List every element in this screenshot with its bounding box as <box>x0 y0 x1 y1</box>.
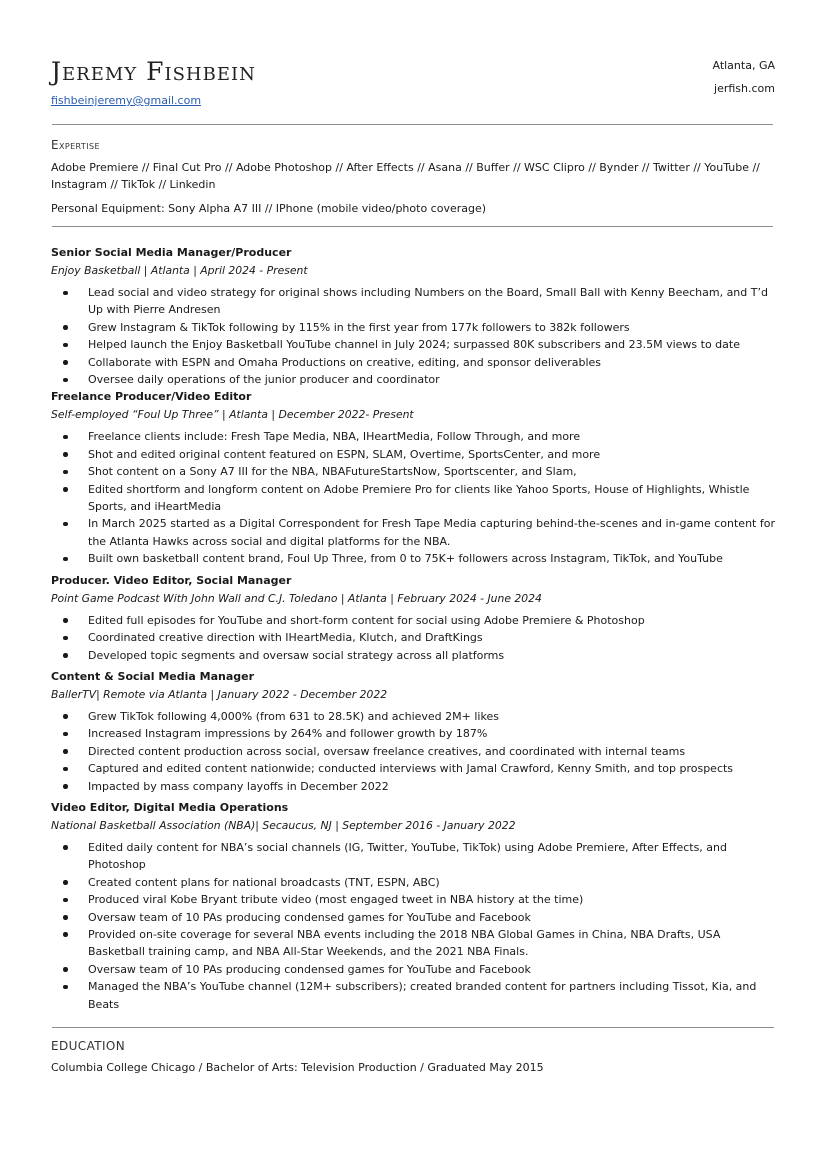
candidate-name: Jeremy Fishbein <box>51 57 256 86</box>
bullet-item: Grew TikTok following 4,000% (from 631 to 28.5K) and achieved 2M+ likes <box>51 708 777 725</box>
bullet-dot-icon <box>63 557 68 562</box>
bullet-dot-icon <box>63 653 68 658</box>
education-divider <box>52 1027 774 1028</box>
bullet-dot-icon <box>63 343 68 348</box>
bullet-dot-icon <box>63 732 68 737</box>
bullet-item: Helped launch the Enjoy Basketball YouTube channel in July 2024; surpassed 80K subscribers and 23.5M views to date <box>51 336 777 353</box>
bullet-item: In March 2025 started as a Digital Correspondent for Fresh Tape Media capturing behind-the-scenes and in-game content for the Atlanta Hawks across social and digital platforms for the NBA. <box>51 515 777 550</box>
bullet-dot-icon <box>63 714 68 719</box>
job-entry <box>51 244 777 388</box>
job-title: Senior Social Media Manager/Producer <box>51 246 292 259</box>
bullet-item: Lead social and video strategy for original shows including Numbers on the Board, Small Ball with Kenny Beecham, and T’d Up with Pierre Andresen <box>51 284 777 319</box>
bullet-dot-icon <box>63 967 68 972</box>
bullet-item: Grew Instagram & TikTok following by 115% in the first year from 177k followers to 382k followers <box>51 319 777 336</box>
job-meta: Point Game Podcast With John Wall and C.J. Toledano | Atlanta | February 2024 - June 2024 <box>51 591 542 605</box>
job-entry <box>51 572 777 664</box>
job-meta: BallerTV| Remote via Atlanta | January 2022 - December 2022 <box>51 687 388 701</box>
job-title: Video Editor, Digital Media Operations <box>51 800 289 814</box>
bullet-dot-icon <box>63 470 68 475</box>
header-divider <box>52 124 773 125</box>
job-entry <box>51 668 777 795</box>
bullet-dot-icon <box>63 932 68 937</box>
bullet-item: Coordinated creative direction with IHeartMedia, Klutch, and DraftKings <box>51 629 777 646</box>
bullet-dot-icon <box>63 985 68 990</box>
job-title: Freelance Producer/Video Editor <box>51 390 252 404</box>
bullet-item: Shot content on a Sony A7 III for the NBA, NBAFutureStartsNow, Sportscenter, and Slam, <box>51 463 777 480</box>
experience-section <box>51 244 777 1017</box>
expertise-divider <box>52 226 773 227</box>
bullet-dot-icon <box>63 435 68 440</box>
bullet-dot-icon <box>63 767 68 772</box>
bullet-item: Managed the NBA’s YouTube channel (12M+ subscribers); created branded content for partners including Tissot, Kia, and Beats <box>51 978 777 1013</box>
bullet-dot-icon <box>63 880 68 885</box>
bullet-dot-icon <box>63 749 68 754</box>
bullet-item: Built own basketball content brand, Foul Up Three, from 0 to 75K+ followers across Instagram, TikTok, and YouTube <box>51 550 777 567</box>
location: Atlanta, GA <box>712 59 775 72</box>
job-bullets <box>51 612 777 664</box>
bullet-dot-icon <box>63 360 68 365</box>
job-bullets <box>51 284 777 388</box>
bullet-item: Edited daily content for NBA’s social channels (IG, Twitter, YouTube, TikTok) using Adobe Premiere, After Effects, and Photoshop <box>51 839 777 874</box>
job-meta: Enjoy Basketball | Atlanta | April 2024 - Present <box>51 264 308 277</box>
bullet-dot-icon <box>63 845 68 850</box>
education-heading: EDUCATION <box>51 1039 126 1053</box>
bullet-item: Produced viral Kobe Bryant tribute video (most engaged tweet in NBA history at the time) <box>51 891 777 908</box>
bullet-dot-icon <box>63 291 68 296</box>
bullet-dot-icon <box>63 522 68 527</box>
job-bullets <box>51 708 777 795</box>
job-meta: Self-employed “Foul Up Three” | Atlanta | December 2022- Present <box>51 408 414 422</box>
bullet-item: Edited full episodes for YouTube and short-form content for social using Adobe Premiere & Photoshop <box>51 612 777 629</box>
expertise-tools: Adobe Premiere // Final Cut Pro // Adobe Photoshop // After Effects // Asana // Buffer // WSC Clipro // Bynder // Twitter // YouTube // Instagram // TikTok // Linkedin <box>51 161 760 191</box>
bullet-item: Oversee daily operations of the junior producer and coordinator <box>51 371 777 388</box>
bullet-dot-icon <box>63 898 68 903</box>
bullet-dot-icon <box>63 452 68 457</box>
bullet-dot-icon <box>63 915 68 920</box>
job-title: Content & Social Media Manager <box>51 669 255 683</box>
bullet-item: Impacted by mass company layoffs in December 2022 <box>51 778 777 795</box>
bullet-item: Oversaw team of 10 PAs producing condensed games for YouTube and Facebook <box>51 961 777 978</box>
expertise-heading: Expertise <box>51 138 100 152</box>
job-bullets <box>51 428 777 567</box>
bullet-dot-icon <box>63 784 68 789</box>
bullet-dot-icon <box>63 378 68 383</box>
bullet-item: Directed content production across social, oversaw freelance creatives, and coordinated with internal teams <box>51 743 777 760</box>
bullet-item: Freelance clients include: Fresh Tape Media, NBA, IHeartMedia, Follow Through, and more <box>51 428 777 445</box>
bullet-dot-icon <box>63 636 68 641</box>
job-title: Producer. Video Editor, Social Manager <box>51 573 292 587</box>
bullet-item: Increased Instagram impressions by 264% and follower growth by 187% <box>51 725 777 742</box>
bullet-item: Shot and edited original content featured on ESPN, SLAM, Overtime, SportsCenter, and more <box>51 446 777 463</box>
bullet-dot-icon <box>63 325 68 330</box>
bullet-dot-icon <box>63 618 68 623</box>
bullet-item: Captured and edited content nationwide; conducted interviews with Jamal Crawford, Kenny Smith, and top prospects <box>51 760 777 777</box>
bullet-item: Created content plans for national broadcasts (TNT, ESPN, ABC) <box>51 874 777 891</box>
bullet-item: Collaborate with ESPN and Omaha Productions on creative, editing, and sponsor deliverables <box>51 354 777 371</box>
website: jerfish.com <box>714 82 775 95</box>
bullet-item: Provided on-site coverage for several NBA events including the 2018 NBA Global Games in China, NBA Drafts, USA Basketball training camp, and NBA All-Star Weekends, and the 2021 NBA Finals. <box>51 926 777 961</box>
email-link[interactable]: fishbeinjeremy@gmail.com <box>51 94 202 107</box>
job-bullets <box>51 839 777 1013</box>
education-detail: Columbia College Chicago / Bachelor of Arts: Television Production / Graduated May 2015 <box>51 1061 544 1074</box>
bullet-dot-icon <box>63 487 68 492</box>
bullet-item: Oversaw team of 10 PAs producing condensed games for YouTube and Facebook <box>51 909 777 926</box>
job-entry <box>51 388 777 567</box>
job-entry <box>51 799 777 1013</box>
bullet-item: Edited shortform and longform content on Adobe Premiere Pro for clients like Yahoo Sports, House of Highlights, Whistle Sports, and iHeartMedia <box>51 481 777 516</box>
bullet-item: Developed topic segments and oversaw social strategy across all platforms <box>51 647 777 664</box>
personal-equipment: Personal Equipment: Sony Alpha A7 III // IPhone (mobile video/photo coverage) <box>51 202 487 215</box>
job-meta: National Basketball Association (NBA)| Secaucus, NJ | September 2016 - January 2022 <box>51 818 516 832</box>
